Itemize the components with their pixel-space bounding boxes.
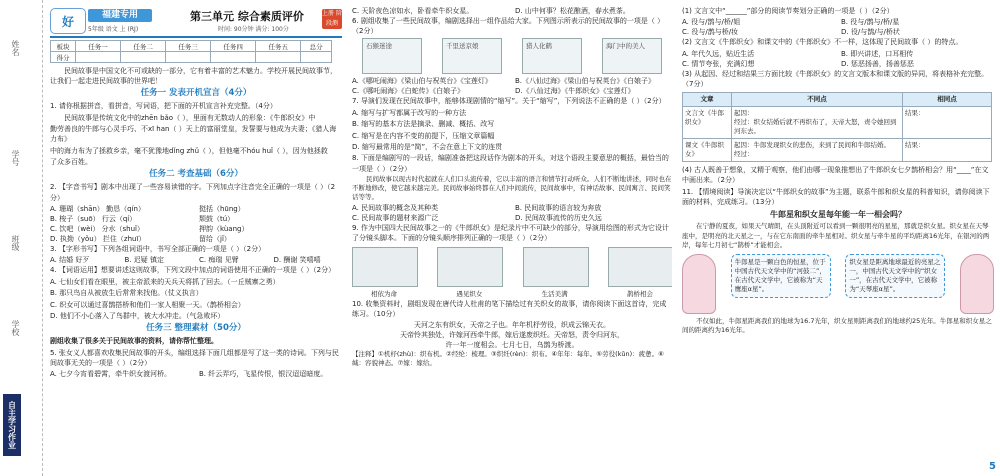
option[interactable]: C. 织女可以通过喜鹊搭桥和他们一家人相聚一天。（鹊桥相会） — [50, 300, 245, 309]
question-3-options — [50, 255, 342, 265]
section-task-1: 任务一 发表开机宣言（4分） — [140, 88, 252, 99]
question-1-line: 中的海力布为了拯救乡亲，毫不犹豫地dǐng zhǔ（ ），但他毫不hóu huǐ（ ），因为他拯救 — [50, 146, 328, 155]
question-10-1: (1) 文言文中“______”部分的阅读节奏划分正确的一项是（ ）（2分） — [682, 7, 894, 15]
question-2-options — [50, 204, 342, 244]
option[interactable]: 挺括（hūng） — [199, 204, 245, 213]
illustration-caption: 石猴迷途 — [366, 42, 392, 51]
option[interactable]: B. 那只鸟自从被放生后常常来找他。（仗义执言） — [50, 289, 203, 298]
brand-logo: 好 — [50, 8, 86, 34]
option[interactable]: D. 山中何事？松花酿酒，春水煮茶。 — [515, 7, 630, 15]
storyboard-frame — [523, 247, 587, 298]
option[interactable]: C. 情节夸张，充满幻想 — [682, 59, 755, 68]
table-header: 相同点 — [903, 93, 992, 107]
unit-badge: 上册 阶段测 — [322, 10, 342, 27]
score-value-row — [51, 52, 332, 63]
storyboard-caption: 生活美满 — [541, 289, 568, 298]
storyboard-caption: 鹊桥相会 — [626, 289, 653, 298]
illustration-caption: 海门中的美人 — [606, 42, 645, 51]
option[interactable]: B. 民间故事的语言较为奔放 — [515, 204, 602, 213]
question-4: 4. 【词语运用】想要讲述这则故事，下列文段中加点的词语使用不正确的一项是（ ）（2分） — [50, 266, 336, 275]
region-banner: 福建专用 — [88, 9, 152, 22]
option[interactable]: A. 民间故事的概念及其种类 — [352, 204, 439, 213]
margin-label-school: 学校 — [11, 320, 20, 336]
option[interactable]: 颓鼓（tú） — [199, 214, 235, 223]
option[interactable]: B. 缩写的基本方法是摘录、删减、概括、改写 — [352, 120, 495, 129]
option[interactable]: B.《八仙过海》《梁山伯与祝英台》《白娘子》 — [515, 77, 656, 86]
storyboard-frame — [437, 247, 501, 298]
option[interactable]: 留给（jǐ） — [199, 234, 231, 243]
illustration — [522, 38, 582, 74]
question-1-line: 勤劳善良的牛郎与心灵手巧、不xī han（ ）天上的富丽堂皇，发誓要与他成为夫妻；《猎人海力布》 — [50, 125, 337, 144]
storyboard-caption: 遇见织女 — [456, 289, 483, 298]
question-1-line: 了众多百姓。 — [50, 158, 92, 167]
score-input[interactable] — [121, 52, 166, 63]
score-input[interactable] — [301, 52, 332, 63]
binding-margin — [0, 0, 43, 476]
question-2: 2. 【字音书写】剧本中出现了一些容易读错的字。下列加点字注音完全正确的一项是（ ）（2分） — [50, 183, 336, 202]
comparison-table — [682, 92, 992, 162]
classical-text-line: 天帝怜其独处，许嫁河西牵牛郎，嫁后遂废织纴。天帝怒，责令归河东， — [400, 331, 624, 340]
brand-seal: 自主学习作业 — [3, 394, 21, 456]
score-cell: 任务四 — [211, 41, 256, 52]
answer-cell[interactable]: 起因： 经过：织女结婚后就不再织布了，天帝大怒，责令她回到河东去。 — [732, 107, 903, 139]
option[interactable]: A.《哪吒闹海》《梁山伯与祝英台》《宝莲灯》 — [352, 77, 492, 86]
option[interactable]: D. 缩写最常用的是“简”，不会在意上下文的连贯 — [352, 142, 503, 151]
question-1: 1. 请你根据拼音，看拼音，写词语，把下面的开机宣言补充完整。（4分） — [50, 102, 277, 111]
score-header-row — [51, 41, 332, 52]
reading-paragraph: 不仅如此，牛郎星距离我们的地球为16.7光年，织女星则距离我们的地球约25光年。牛郎星和织女星之间的距离约为16光年。 — [682, 316, 992, 335]
classical-text-line: 天河之东有织女，天帝之子也。年年机杼劳役，织成云锦天衣。 — [414, 321, 610, 330]
question-8-passage: 民间故事以现古时代起就在人们口头流传着，它以丰富的语言和情节打动听众。人们不断地讲述，同时也在不断地修改，使它越来越完美。民间故事始终都在人们中间流传，民间故事中，有神话故事、民间寓言、民间笑话等等。 — [352, 174, 672, 201]
storyboard-image — [608, 247, 672, 287]
table-header: 文章 — [683, 93, 732, 107]
option[interactable]: D. 执拗（yǒu） 拦住（zhuī） — [50, 234, 146, 243]
question-6-illustrations — [352, 38, 672, 74]
option[interactable]: B. 纤云弄巧，飞星传恨，银汉迢迢暗度。 — [199, 370, 328, 379]
storyboard-image — [352, 247, 418, 287]
score-cell: 板块 — [51, 41, 76, 52]
score-table — [50, 40, 332, 63]
question-6-options — [352, 76, 672, 96]
cartoon-girl-icon — [960, 254, 994, 314]
illustration — [442, 38, 502, 74]
option[interactable]: C. 天阶夜色凉如水，卧看牵牛织女星。 — [352, 7, 474, 15]
question-7: 7. 导演们发现在民间故事中，能够体现剧情的“缩写”。关于“缩写”，下列说法不正确的是（ ）（2分） — [352, 97, 666, 106]
option[interactable]: A. 役与/鹊与/桥/姐 — [682, 18, 741, 27]
option[interactable]: A. 结婚 好歹 — [50, 256, 90, 265]
storyboard-caption: 相依为命 — [371, 289, 397, 298]
option[interactable]: C. 痴瑞 见臂 — [199, 256, 239, 265]
question-11: 11. 【情境阅读】导演决定以“牛郎织女的故事”为主题，联系牛郎和织女星的科普知识，请你阅读下面的材料，完成练习。（13分） — [682, 187, 990, 206]
question-8-options — [352, 203, 672, 223]
question-5-options-cont — [352, 6, 672, 16]
exam-meta: 时间: 90分钟 满分: 100分 — [218, 26, 289, 33]
score-cell: 任务一 — [76, 41, 121, 52]
table-header: 不同点 — [732, 93, 903, 107]
option[interactable]: D. 惩恶扬善，扬善惩恶 — [841, 59, 914, 68]
option[interactable]: C. 民间故事的题材来源广泛 — [352, 214, 439, 223]
option[interactable]: A. 缩写与扩写都属于改写的一种方法 — [352, 108, 467, 117]
question-5: 5. 张女义人都喜欢收集民间故事的开头，编组选择下面几组都是写了这一类的诗词。下列与民间故事无关的一项是（ ）（2分） — [50, 348, 339, 367]
score-cell: 任务二 — [121, 41, 166, 52]
column-middle — [352, 6, 672, 470]
option[interactable]: C.《哪吒闹海》《白蛇传》《白娘子》 — [352, 87, 465, 96]
score-input[interactable] — [211, 52, 256, 63]
page-header — [50, 6, 342, 38]
grade-subtitle: 5年级 语文 上 (RJ) — [88, 26, 139, 33]
score-cell: 任务三 — [166, 41, 211, 52]
question-1-line: 民间故事是传统文化中的zhēn bǎo（ ），里面有无数动人的形象：《牛郎织女》中 — [64, 113, 316, 122]
illustration — [362, 38, 422, 74]
question-9: 9. 作为中国四大民间故事之一的《牛郎织女》是纪录片中不可缺少的部分，导演用绘图的形式为它设计了分镜头脚本。下面的分镜头顺序排列正确的一项是（ ）（2分） — [352, 224, 669, 243]
classical-text-line: 许一年一度相会。七月七日，乌鹊为桥渡。 — [445, 341, 579, 350]
score-cell: 得分 — [51, 52, 76, 63]
margin-label-number: 学号 — [11, 150, 20, 166]
annotation-note: 【注释】①机杼(zhù)：织布机。②经纶：梳理。③织纴(rèn)：织布。④年年：每年。⑤劳役(kǔn)：疲惫。⑥缄：容貌神态。⑦嫁：嫁给。 — [352, 350, 664, 368]
option[interactable]: C. 役与/鹊与桥/妆 — [682, 28, 739, 37]
question-8: 8. 下面是编剧写的一段话，编剧准备把这段话作为剧本的开头，对这个语段主要意思的概括，最恰当的一项是（ ）（2分） — [352, 154, 669, 173]
storyboard-image — [437, 247, 503, 287]
speech-bubble: 织女星是距离地球最近的亮星之一，中国古代天文学中的“织女一”，在古代天文学中，它被称为“天琴座α星”。 — [845, 254, 945, 298]
option[interactable]: A. 年代久远，贴近生活 — [682, 49, 755, 58]
illustration — [602, 38, 662, 74]
answer-cell[interactable]: 结果： — [903, 139, 992, 162]
question-6: 6. 剧组收集了一些民间故事，编剧选择出一组作品给大家。下列图示所表示的民间故事的一项是（ ）（2分） — [352, 17, 665, 36]
option[interactable]: A. 珊瑚（shān） 勤恳（qín） — [50, 204, 145, 213]
margin-label-name: 姓名 — [11, 40, 20, 56]
question-10-3: (3) 从起因、经过和结果三方面比较《牛郎织女》的文言文版本和课文版的异同，将表格补充完整。（7分） — [682, 69, 989, 88]
question-10-4: (4) 古人既善于想象，又精于观察，他们由哪一现象推想出了牛郎织女七夕鹊桥相会？用“____”在文中画出来。（2分） — [682, 166, 989, 185]
score-input[interactable] — [76, 52, 121, 63]
question-10-2-options — [682, 49, 994, 69]
table-row — [683, 107, 992, 139]
section-task-3: 任务三 整理素材（50分） — [146, 323, 246, 334]
question-10-2: (2) 文言文《牛郎织女》和课文中的《牛郎织女》不一样，这体现了民间故事（ ）的特点。 — [682, 38, 963, 47]
option[interactable]: B. 即兴讲述，口耳相传 — [841, 49, 914, 58]
option[interactable]: C. 缩写是在内容不变的前提下，压缩文章篇幅 — [352, 131, 495, 140]
question-5-options — [50, 369, 342, 379]
reading-paragraph: 在宁静的夏夜，如果天气晴朗，在头顶附近可以看到一颗很明亮的星星，那就是织女星。织女星在天琴座中，是明亮的北天星之一，与在它东南面的牵牛星相对。织女星与牵牛星的平均距离16光年，在银河的两岸，每年七月初七“鹊桥”才能相会。 — [682, 222, 990, 250]
answer-cell[interactable]: 结果： — [903, 107, 992, 139]
storyboard-frame — [352, 247, 416, 298]
table-cell: 课文《牛郎织女》 — [683, 139, 732, 162]
option[interactable]: A. 七仙女们看在眼里，被主帝派来的天兵天将抓了回去。（一丘贼寨之勇） — [50, 277, 280, 286]
option[interactable]: 押韵（kùang） — [199, 224, 249, 233]
margin-label-class: 班级 — [11, 235, 20, 251]
option[interactable]: B. 梭子（suō） 行云（qí） — [50, 214, 137, 223]
speech-bubbles — [682, 254, 994, 314]
section-task-3-subtitle: 剧组收集了很多关于民间故事的资料，请你帮忙整理。 — [50, 337, 218, 346]
score-input[interactable] — [256, 52, 301, 63]
option[interactable]: D. 他们不小心落入了鸟群中，被大水冲走。（气急败坏） — [50, 311, 225, 320]
option[interactable]: B. 役与/鹊与/桥/星 — [841, 18, 900, 27]
score-cell: 任务五 — [256, 41, 301, 52]
section-task-2: 任务二 考查基础（6分） — [149, 169, 243, 180]
table-row — [683, 139, 992, 162]
cartoon-girl-icon — [682, 254, 716, 314]
comparison-header-row — [683, 93, 992, 107]
option[interactable]: D.《八仙过海》《牛郎织女》《宝莲灯》 — [515, 87, 635, 96]
option[interactable]: C. 饮吧（wèi） 分水（shuǐ） — [50, 224, 145, 233]
option[interactable]: A. 七夕今宵看碧霄，牵牛织女渡河桥。 — [50, 370, 172, 379]
option[interactable]: D. 酬谢 笑嘻嘻 — [273, 256, 321, 265]
column-left — [50, 6, 342, 470]
score-cell: 总分 — [301, 41, 332, 52]
illustration-caption: 猎人化鹤 — [526, 42, 552, 51]
storyboard-pictures — [352, 247, 672, 298]
storyboard-frame — [608, 247, 672, 298]
page-number: 5 — [989, 461, 996, 472]
reading-title: 牛郎星和织女星每年能一年一相会吗？ — [770, 210, 906, 220]
answer-cell[interactable]: 起因：牛郎发现织女的悲伤，来到了民间和牛郎结婚。 经过： — [732, 139, 903, 162]
question-10: 10. 收集资料时，剧组发现在唐代诗人杜甫的笔下描绘过有关织女的故事，请你阅读下面这首诗，完成练习。（10分） — [352, 299, 667, 318]
storyboard-image — [523, 247, 589, 287]
option[interactable]: D. 民间故事流传的历史久远 — [515, 214, 602, 223]
column-right — [682, 6, 994, 470]
intro-paragraph: 民间故事是中国文化不可或缺的一部分，它有着丰富的艺术魅力。学校开展民间故事节，让我们一起走进民间故事的世界吧！ — [50, 67, 337, 86]
illustration-caption: 千里送京娘 — [446, 42, 479, 51]
table-cell: 文言文《牛郎织女》 — [683, 107, 732, 139]
question-3: 3. 【字形书写】下列各组词语中，书写全部正确的一项是（ ）（2分） — [50, 244, 266, 253]
option[interactable]: D. 役/与鹊/与/桥状 — [841, 28, 900, 37]
question-10-1-options — [682, 17, 994, 37]
unit-title: 第三单元 综合素质评价 — [190, 10, 304, 23]
speech-bubble: 牛郎星是一颗白色的恒星，位于中国古代天文学中的“河鼓二”，在古代天文学中，它被称为“天鹰座α星”。 — [731, 254, 831, 298]
option[interactable]: B. 迟疑 镇定 — [124, 256, 164, 265]
score-input[interactable] — [166, 52, 211, 63]
